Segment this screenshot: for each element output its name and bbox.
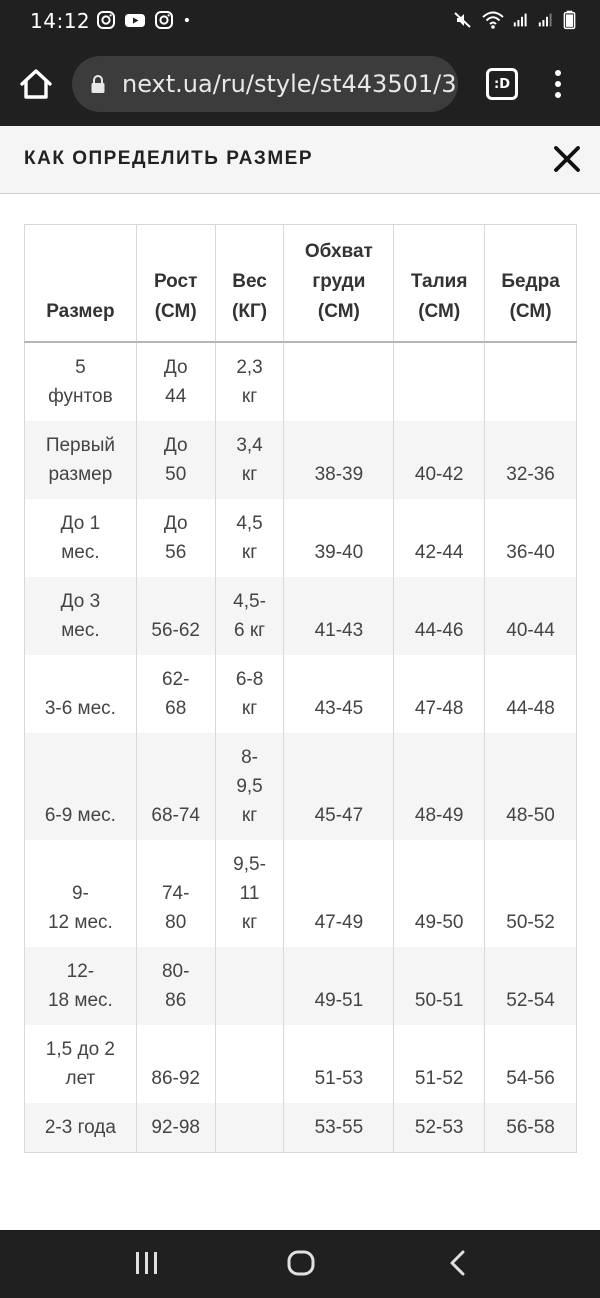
modal-title: КАК ОПРЕДЕЛИТЬ РАЗМЕР: [24, 148, 314, 169]
browser-toolbar: [0, 42, 600, 126]
cell-text: 51-52: [414, 1067, 464, 1089]
waist-header: [394, 225, 485, 342]
weight-cell: [215, 499, 284, 577]
hips-cell: [485, 421, 577, 499]
cell-text: лет: [65, 1067, 96, 1089]
cell-text: 32-36: [506, 463, 555, 485]
chest-cell: [284, 1025, 394, 1103]
cell-text: 86: [165, 989, 187, 1011]
cell-text: кг: [241, 804, 258, 826]
chest-cell: [284, 421, 394, 499]
cell-text: 53-55: [314, 1116, 364, 1138]
cell-text: 5: [75, 356, 86, 378]
size-table: [24, 224, 577, 1153]
height-cell: [136, 499, 215, 577]
tab-switcher-button[interactable]: :D: [486, 68, 518, 100]
cell-text: 3,4: [236, 434, 263, 456]
chest-cell: [284, 733, 394, 840]
mute-icon: [453, 9, 473, 31]
hips-cell: [485, 655, 577, 733]
hips-header: [485, 225, 577, 342]
cell-text: 40-44: [506, 619, 555, 641]
cell-text: кг: [241, 911, 258, 933]
dot-icon: [182, 9, 196, 31]
hips-cell: [485, 499, 577, 577]
header-text: (КГ): [232, 300, 268, 322]
cell-text: 50-52: [506, 911, 555, 933]
size-cell: [25, 1103, 137, 1153]
weight-cell: [215, 947, 284, 1025]
cell-text: 12-: [66, 960, 95, 982]
cell-text: 36-40: [506, 541, 555, 563]
header-text: Обхват: [304, 240, 373, 262]
waist-cell: [394, 1025, 485, 1103]
cell-text: 2-3 года: [44, 1116, 116, 1138]
cell-text: 86-92: [151, 1067, 201, 1089]
signal-icon: [513, 9, 529, 31]
cell-text: 48-50: [506, 804, 555, 826]
waist-cell: [394, 733, 485, 840]
cell-text: До 3: [60, 590, 101, 612]
chest-cell: [284, 342, 394, 421]
chest-header: [284, 225, 394, 342]
cell-text: 38-39: [314, 463, 364, 485]
size-cell: [25, 342, 137, 421]
cell-text: размер: [48, 463, 113, 485]
notification-icons: [96, 9, 196, 31]
cell-text: 68-74: [151, 804, 201, 826]
table-row: [25, 840, 577, 947]
cell-text: 48-49: [414, 804, 464, 826]
home-icon[interactable]: [287, 1249, 315, 1277]
cell-text: 80-: [161, 960, 190, 982]
table-row: [25, 342, 577, 421]
waist-cell: [394, 499, 485, 577]
table-row: [25, 499, 577, 577]
cell-text: До: [163, 356, 188, 378]
hips-cell: [485, 840, 577, 947]
modal-header: [0, 126, 600, 194]
header-text: Талия: [410, 270, 468, 292]
waist-cell: [394, 1103, 485, 1153]
battery-icon: [563, 9, 576, 31]
table-row: [25, 1025, 577, 1103]
height-cell: [136, 342, 215, 421]
wifi-icon: [482, 9, 504, 31]
table-header-row: [25, 225, 577, 342]
cell-text: 12 мес.: [47, 911, 113, 933]
header-text: (СМ): [317, 300, 360, 322]
chest-cell: [284, 840, 394, 947]
chest-cell: [284, 499, 394, 577]
height-cell: [136, 655, 215, 733]
cell-text: 1,5 до 2: [45, 1038, 115, 1060]
waist-cell: [394, 947, 485, 1025]
cell-text: 56-58: [506, 1116, 555, 1138]
height-header: [136, 225, 215, 342]
header-text: (СМ): [418, 300, 461, 322]
cell-text: 92-98: [151, 1116, 201, 1138]
status-time: 14:12: [30, 9, 91, 33]
header-text: груди: [312, 270, 366, 292]
weight-cell: [215, 577, 284, 655]
cell-text: 62-: [161, 668, 190, 690]
home-icon[interactable]: [16, 64, 56, 104]
size-header: [25, 225, 137, 342]
chest-cell: [284, 1103, 394, 1153]
height-cell: [136, 840, 215, 947]
cell-text: 3-6 мес.: [44, 697, 116, 719]
table-row: [25, 733, 577, 840]
table-row: [25, 421, 577, 499]
cell-text: 54-56: [506, 1067, 555, 1089]
cell-text: 50: [165, 463, 187, 485]
youtube-icon: [124, 9, 146, 31]
size-chart: [24, 224, 577, 1153]
waist-cell: [394, 342, 485, 421]
cell-text: мес.: [61, 541, 100, 563]
cell-text: 2,3: [236, 356, 263, 378]
chest-cell: [284, 577, 394, 655]
instagram-icon: [154, 9, 174, 31]
cell-text: 56: [165, 541, 187, 563]
cell-text: 49-51: [314, 989, 364, 1011]
cell-text: 9-: [71, 882, 89, 904]
size-cell: [25, 499, 137, 577]
table-row: [25, 947, 577, 1025]
cell-text: 44-48: [506, 697, 555, 719]
height-cell: [136, 577, 215, 655]
header-text: Бедра: [501, 270, 560, 292]
height-cell: [136, 1103, 215, 1153]
cell-text: 52-53: [414, 1116, 464, 1138]
hips-cell: [485, 1103, 577, 1153]
cell-text: 51-53: [314, 1067, 364, 1089]
cell-text: До: [163, 512, 188, 534]
hips-cell: [485, 1025, 577, 1103]
waist-cell: [394, 840, 485, 947]
cell-text: 6 кг: [234, 619, 266, 641]
header-text: Вес: [232, 270, 267, 292]
cell-text: 74-: [161, 882, 190, 904]
cell-text: 39-40: [314, 541, 364, 563]
address-bar[interactable]: [72, 56, 458, 112]
cell-text: 9,5-: [233, 853, 266, 875]
chest-cell: [284, 655, 394, 733]
cell-text: 56-62: [151, 619, 201, 641]
weight-cell: [215, 421, 284, 499]
system-icons: [453, 9, 576, 31]
hips-cell: [485, 947, 577, 1025]
cell-text: 6-9 мес.: [44, 804, 116, 826]
table-row: [25, 577, 577, 655]
weight-cell: [215, 1025, 284, 1103]
weight-header: [215, 225, 284, 342]
cell-text: кг: [241, 541, 258, 563]
size-cell: [25, 947, 137, 1025]
waist-cell: [394, 421, 485, 499]
size-cell: [25, 1025, 137, 1103]
url-text: next.ua/ru/style/st443501/3: [122, 70, 457, 98]
height-cell: [136, 733, 215, 840]
cell-text: 11: [239, 882, 260, 904]
size-cell: [25, 733, 137, 840]
weight-cell: [215, 840, 284, 947]
weight-cell: [215, 655, 284, 733]
cell-text: 47-49: [314, 911, 364, 933]
cell-text: 40-42: [414, 463, 464, 485]
back-icon[interactable]: [448, 1249, 468, 1277]
cell-text: 68: [165, 697, 187, 719]
header-text: Размер: [46, 300, 115, 322]
cell-text: 47-48: [414, 697, 464, 719]
cell-text: До: [163, 434, 188, 456]
height-cell: [136, 421, 215, 499]
cell-text: 9,5: [236, 775, 263, 797]
weight-cell: [215, 733, 284, 840]
cell-text: 41-43: [314, 619, 364, 641]
cell-text: кг: [241, 697, 258, 719]
hips-cell: [485, 342, 577, 421]
cell-text: 42-44: [414, 541, 464, 563]
overflow-menu-icon[interactable]: [550, 66, 566, 102]
cell-text: 43-45: [314, 697, 364, 719]
hips-cell: [485, 733, 577, 840]
signal-icon: [538, 9, 554, 31]
cell-text: 18 мес.: [47, 989, 113, 1011]
instagram-icon: [96, 9, 116, 31]
cell-text: 44: [165, 385, 187, 407]
size-cell: [25, 655, 137, 733]
hips-cell: [485, 577, 577, 655]
waist-cell: [394, 655, 485, 733]
weight-cell: [215, 1103, 284, 1153]
table-row: [25, 1103, 577, 1153]
cell-text: 4,5: [236, 512, 263, 534]
chest-cell: [284, 947, 394, 1025]
table-row: [25, 655, 577, 733]
close-icon[interactable]: [552, 144, 582, 174]
header-text: Рост: [153, 270, 198, 292]
system-nav-bar: [0, 1230, 600, 1298]
status-bar: [0, 0, 600, 42]
recent-apps-icon[interactable]: [134, 1250, 160, 1276]
height-cell: [136, 1025, 215, 1103]
cell-text: 6-8: [235, 668, 264, 690]
cell-text: кг: [241, 463, 258, 485]
size-cell: [25, 840, 137, 947]
cell-text: 4,5-: [233, 590, 266, 612]
height-cell: [136, 947, 215, 1025]
cell-text: 45-47: [314, 804, 364, 826]
size-cell: [25, 421, 137, 499]
cell-text: 8-: [241, 746, 258, 768]
lock-icon: [90, 74, 106, 94]
size-cell: [25, 577, 137, 655]
cell-text: мес.: [61, 619, 100, 641]
cell-text: 44-46: [414, 619, 464, 641]
cell-text: фунтов: [48, 385, 113, 407]
cell-text: 52-54: [506, 989, 555, 1011]
header-text: (СМ): [154, 300, 197, 322]
cell-text: 49-50: [414, 911, 464, 933]
cell-text: До 1: [60, 512, 101, 534]
header-text: (СМ): [509, 300, 552, 322]
cell-text: 50-51: [414, 989, 464, 1011]
table-body: [25, 342, 577, 1153]
weight-cell: [215, 342, 284, 421]
cell-text: кг: [241, 385, 258, 407]
waist-cell: [394, 577, 485, 655]
cell-text: Первый: [45, 434, 115, 456]
cell-text: 80: [165, 911, 187, 933]
